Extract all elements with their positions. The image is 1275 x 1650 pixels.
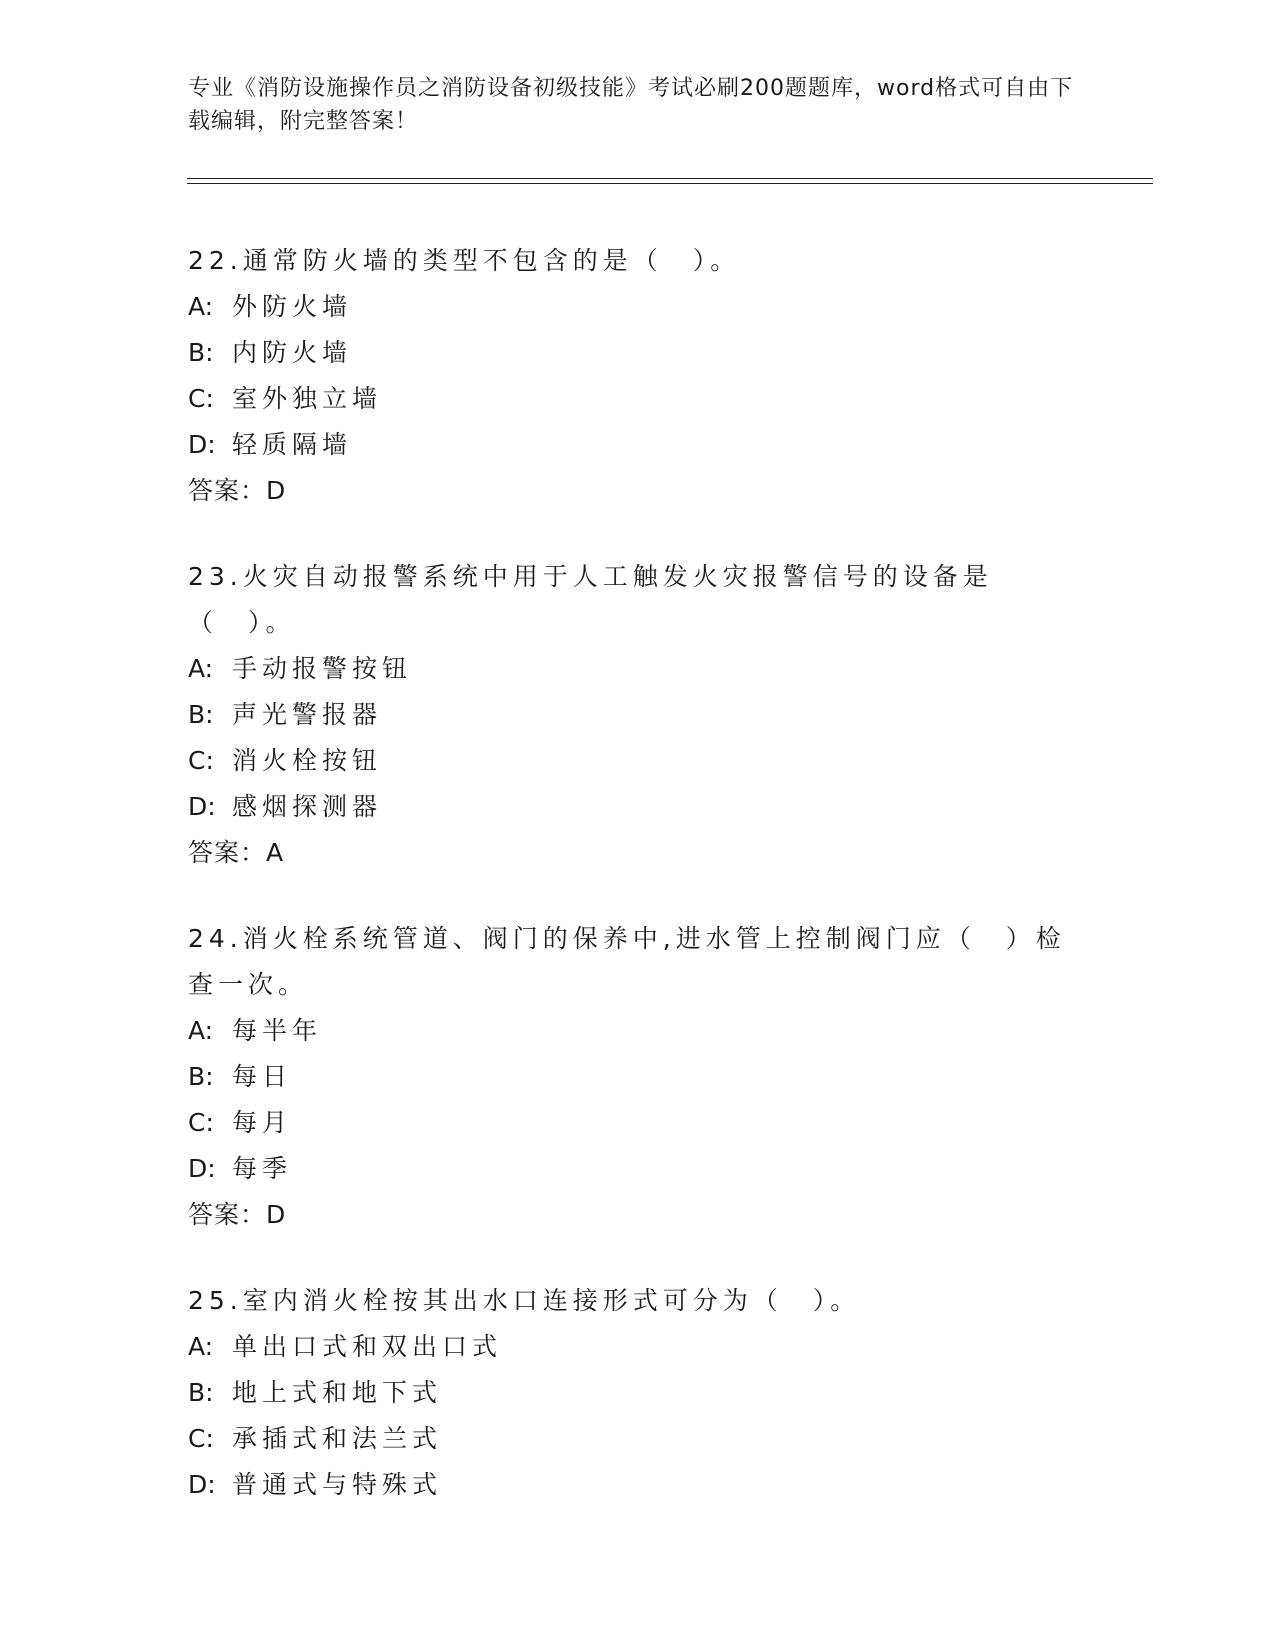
option-d xyxy=(188,422,1088,468)
option-letter: B: xyxy=(188,1378,214,1407)
option-letter: D: xyxy=(188,1154,216,1183)
option-d xyxy=(188,1462,1088,1508)
option-letter: B: xyxy=(188,1062,214,1091)
option-b xyxy=(188,1370,1088,1416)
question-stem: 23.火灾自动报警系统中用于人工触发火灾报警信号的设备是（ ）。 xyxy=(188,562,993,637)
option-text: 每季 xyxy=(232,1154,293,1183)
option-letter: A: xyxy=(188,292,214,321)
option-letter: C: xyxy=(188,1108,214,1137)
option-text: 每半年 xyxy=(232,1016,323,1045)
option-text: 每月 xyxy=(232,1108,293,1137)
option-d xyxy=(188,1146,1088,1192)
option-a xyxy=(188,646,1088,692)
option-a xyxy=(188,1008,1088,1054)
option-letter: B: xyxy=(188,700,214,729)
option-letter: A: xyxy=(188,1332,214,1361)
option-letter: A: xyxy=(188,1016,214,1045)
option-letter: C: xyxy=(188,746,214,775)
option-letter: D: xyxy=(188,1470,216,1499)
option-c xyxy=(188,1100,1088,1146)
option-b xyxy=(188,330,1088,376)
question-stem: 22.通常防火墙的类型不包含的是（ ）。 xyxy=(188,246,741,275)
option-text: 普通式与特殊式 xyxy=(232,1470,443,1499)
option-a xyxy=(188,284,1088,330)
option-text: 声光警报器 xyxy=(232,700,383,729)
option-letter: C: xyxy=(188,1424,214,1453)
option-d xyxy=(188,784,1088,830)
option-c xyxy=(188,738,1088,784)
question-25 xyxy=(188,1278,1088,1508)
document-intro: 专业《消防设施操作员之消防设备初级技能》考试必刷200题题库，word格式可自由下载编辑，附完整答案！ xyxy=(188,76,1074,134)
option-text: 地上式和地下式 xyxy=(232,1378,443,1407)
question-list xyxy=(188,238,1088,1548)
option-text: 每日 xyxy=(232,1062,293,1091)
option-text: 轻质隔墙 xyxy=(232,430,353,459)
option-letter: C: xyxy=(188,384,214,413)
option-letter: A: xyxy=(188,654,214,683)
option-text: 感烟探测器 xyxy=(232,792,383,821)
answer-line: 答案：A xyxy=(188,838,285,867)
question-22 xyxy=(188,238,1088,514)
option-text: 单出口式和双出口式 xyxy=(232,1332,503,1361)
option-letter: D: xyxy=(188,792,216,821)
option-b xyxy=(188,692,1088,738)
question-stem: 25.室内消火栓按其出水口连接形式可分为（ ）。 xyxy=(188,1286,861,1315)
option-letter: D: xyxy=(188,430,216,459)
option-c xyxy=(188,376,1088,422)
header-rule-top xyxy=(187,178,1153,179)
option-letter: B: xyxy=(188,338,214,367)
question-24 xyxy=(188,916,1088,1238)
option-text: 室外独立墙 xyxy=(232,384,383,413)
option-c xyxy=(188,1416,1088,1462)
answer-line: 答案：D xyxy=(188,1200,287,1229)
question-23 xyxy=(188,554,1088,876)
option-text: 消火栓按钮 xyxy=(232,746,383,775)
option-text: 内防火墙 xyxy=(232,338,353,367)
option-text: 外防火墙 xyxy=(232,292,353,321)
option-a xyxy=(188,1324,1088,1370)
question-stem: 24.消火栓系统管道、阀门的保养中,进水管上控制阀门应（ ）检查一次。 xyxy=(188,924,1066,999)
answer-line: 答案：D xyxy=(188,476,287,505)
option-b xyxy=(188,1054,1088,1100)
option-text: 承插式和法兰式 xyxy=(232,1424,443,1453)
option-text: 手动报警按钮 xyxy=(232,654,413,683)
header-rule-bottom xyxy=(187,183,1153,184)
